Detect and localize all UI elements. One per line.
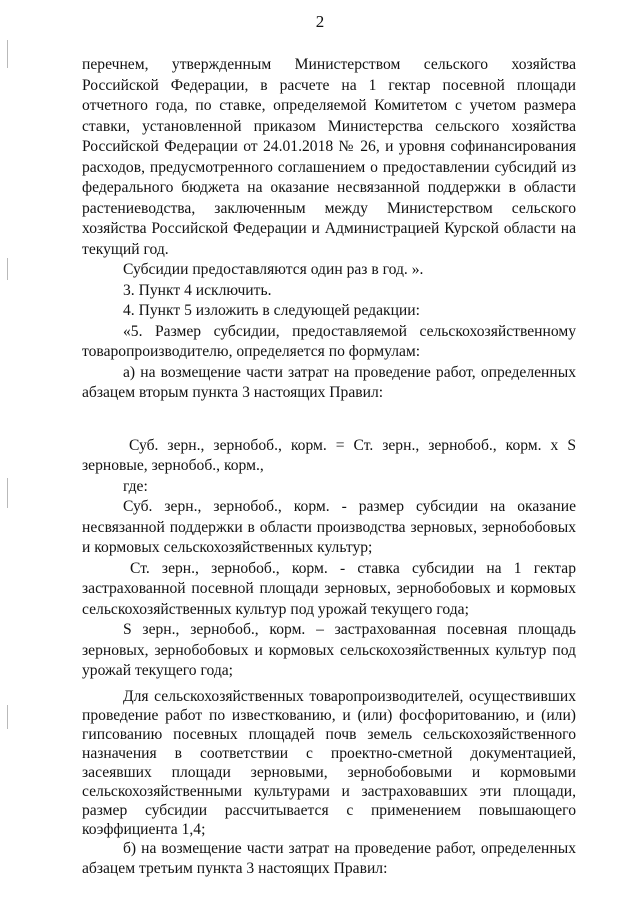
paragraph-coefficient: Для сельскохозяйственных товаропроизводителей, осуществивших проведение работ по известкованию, и (или) фосфоритованию, и (или) гипсованию посевных площадей почв земель сельскохозяйственного назначения в соответствии с проектно-сметной документацией, засеявших площади зерновыми, зернобобовыми и кормовыми сельскохозяйственными культурами и застраховавших эти площади, размер субсидии рассчитывается с применением повышающего коэффициента 1,4; — [82, 687, 576, 838]
scan-margin-line — [7, 258, 8, 280]
paragraph-where: где: — [123, 477, 148, 495]
page-number: 2 — [315, 12, 325, 31]
paragraph-item-4: 4. Пункт 5 изложить в следующей редакции: — [123, 302, 420, 319]
definition-area: S зерн., зернобоб., корм. – застрахованная посевная площадь зерновых, зернобобовых и кормовых сельскохозяйственных культур под урожай текущего года; — [82, 621, 576, 679]
paragraph-item-3: 3. Пункт 4 исключить. — [123, 281, 272, 299]
definition-rate: Ст. зерн., зернобоб., корм. - ставка субсидии на 1 гектар застрахованной посевной площади зерновых, зернобобовых и кормовых сельскохозяйственных культур под урожай текущего года; — [82, 559, 576, 618]
formula-a: Суб. зерн., зернобоб., корм. = Ст. зерн., зернобоб., корм. x S зерновые, зернобоб., корм., — [82, 436, 576, 474]
scan-margin-line — [7, 478, 8, 508]
document-body — [82, 55, 576, 880]
scan-margin-line — [7, 40, 8, 68]
paragraph-subitem-b: б) на возмещение части затрат на проведение работ, определенных абзацем третьим пункта 3 настоящих Правил: — [82, 839, 576, 877]
paragraph-subsidy-frequency: Субсидии предоставляются один раз в год. ». — [123, 261, 424, 278]
paragraph-item-5: «5. Размер субсидии, предоставляемой сельскохозяйственному товаропроизводителю, определяется по формулам: — [82, 322, 576, 360]
definition-subsidy: Суб. зерн., зернобоб., корм. - размер субсидии на оказание несвязанной поддержки в области производства зерновых, зернобобовых и кормовых сельскохозяйственных культур; — [82, 498, 576, 556]
scan-margin-line — [7, 705, 8, 729]
paragraph-subitem-a: а) на возмещение части затрат на проведение работ, определенных абзацем вторым пункта 3 настоящих Правил: — [82, 363, 576, 401]
paragraph-continuation: перечнем, утвержденным Министерством сельского хозяйства Российской Федерации, в расчете на 1 гектар посевной площади отчетного года, по ставке, определяемой Комитетом с учетом размера ставки, установленной приказом Министерства сельского хозяйства Российской Федерации от 24.01.2018 № 26, и уровня софинансирования расходов, предусмотренного соглашением о предоставлении субсидий из федерального бюджета на оказание несвязанной поддержки в области растениеводства, заключенным между Министерством сельского хозяйства Российской Федерации и Администрацией Курской области на текущий год. — [82, 56, 576, 258]
